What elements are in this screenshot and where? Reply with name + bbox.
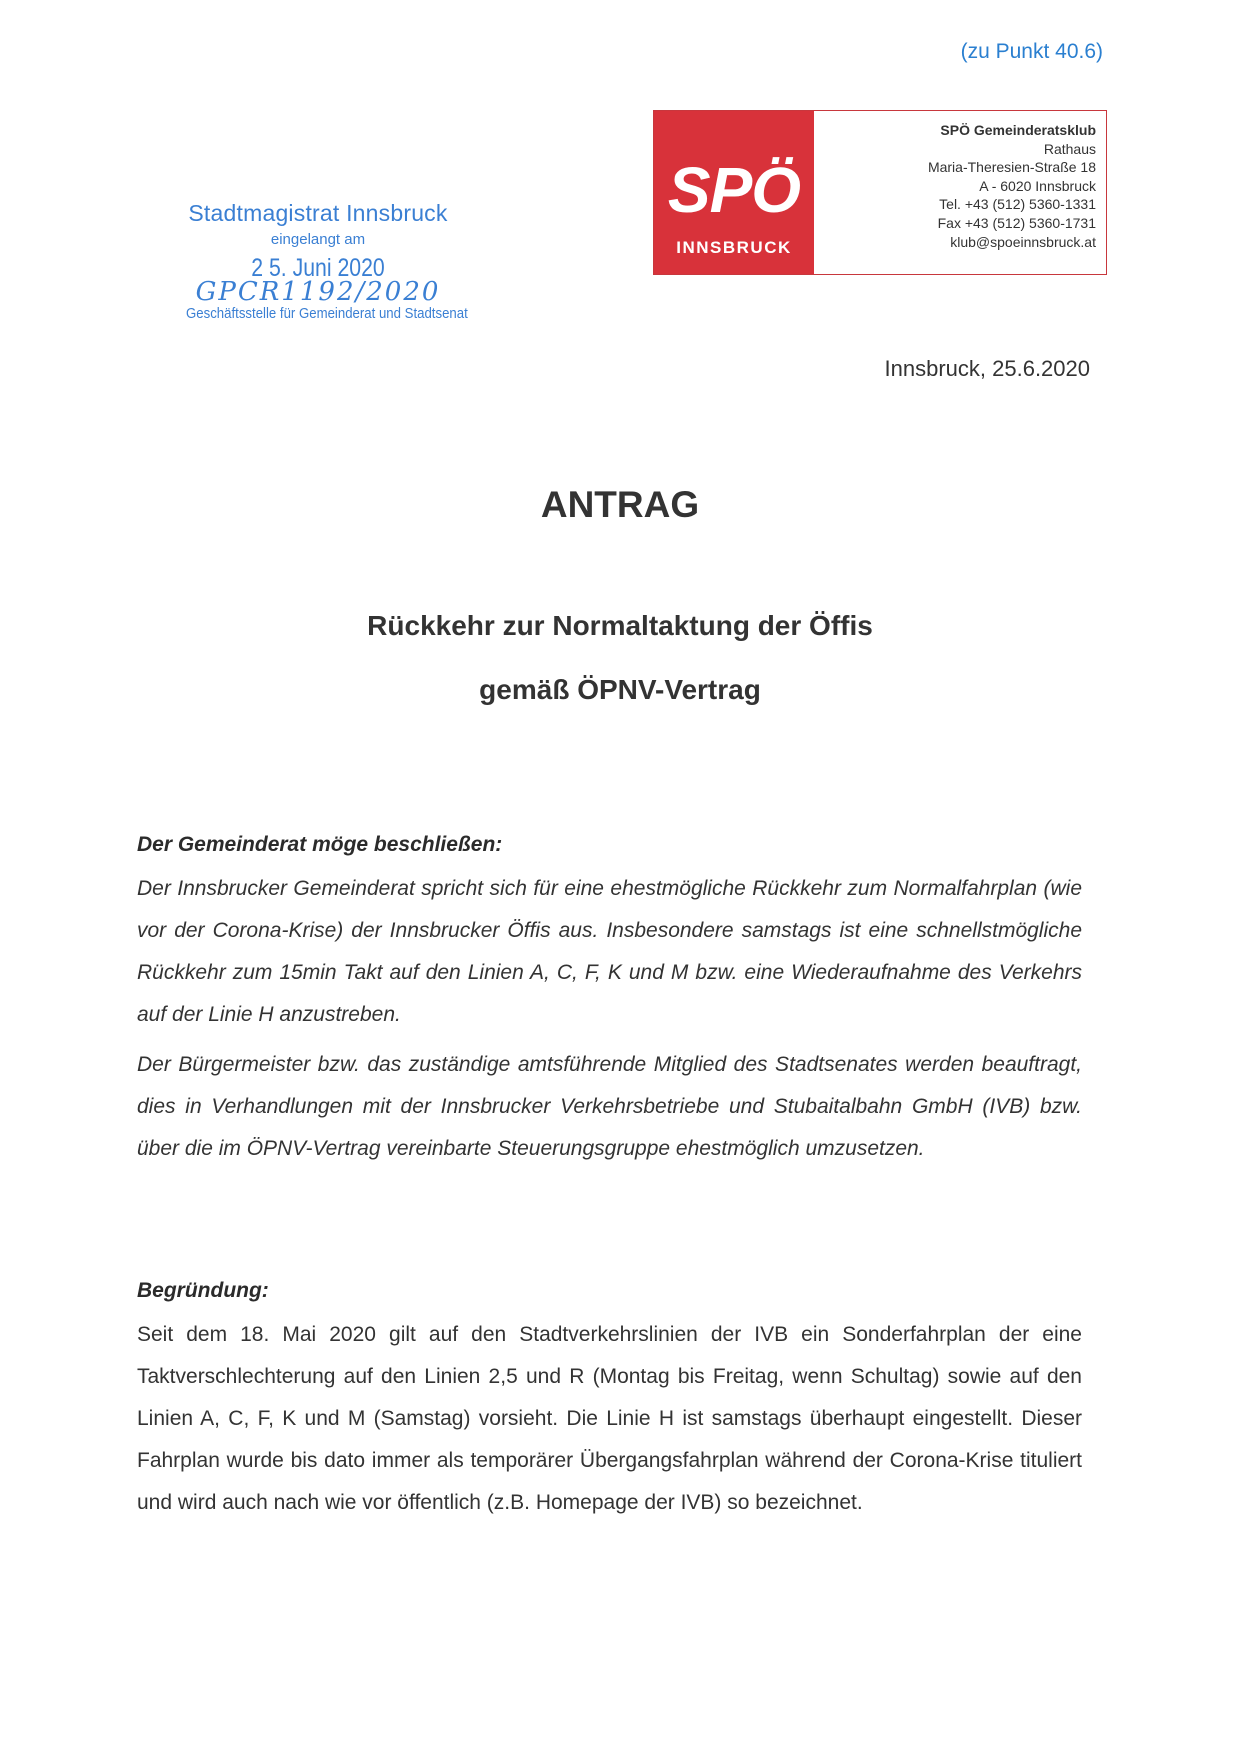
received-stamp [168, 200, 468, 322]
subtitle-line-1: Rückkehr zur Normaltaktung der Öffis [367, 610, 873, 641]
stamp-date: 2 5. Juni 2020 [251, 254, 385, 282]
street: Maria-Theresien-Straße 18 [927, 159, 1096, 176]
logo-city: INNSBRUCK [676, 238, 792, 257]
phone: Tel. +43 (512) 5360-1331 [939, 196, 1096, 213]
club-name: SPÖ Gemeinderatsklub [940, 122, 1096, 138]
justification-paragraph: Seit dem 18. Mai 2020 gilt auf den Stadtverkehrslinien der IVB ein Sonderfahrplan der eine Taktverschlechterung auf den Linien 2,5 und R (Montag bis Freitag, wenn Schultag) sowie auf den Linien A, C, F, K und M (Samstag) vorsieht. Die Linie H ist samstags überhaupt eingestellt. Dieser Fahrplan wurde bis dato immer als temporärer Übergangsfahrplan während der Corona-Krise tituliert und wird auch nach wie vor öffentlich (z.B. Homepage der IVB) so bezeichnet. [137, 1323, 1082, 1514]
document-title: ANTRAG [540, 484, 700, 525]
spoe-logo [654, 111, 814, 274]
stamp-received-label: eingelangt am [270, 231, 366, 248]
subtitle-line-2: gemäß ÖPNV-Vertrag [479, 674, 761, 705]
logo-word: SPÖ [667, 154, 801, 226]
date-line: Innsbruck, 25.6.2020 [884, 356, 1090, 381]
building: Rathaus [1043, 140, 1096, 157]
letterhead [653, 110, 1107, 275]
stamp-office: Stadtmagistrat Innsbruck [188, 200, 448, 226]
stamp-department: Geschäftsstelle für Gemeinderat und Stadtsenat [186, 305, 468, 322]
agenda-reference: (zu Punkt 40.6) [960, 40, 1103, 63]
motion-paragraph-2: Der Bürgermeister bzw. das zuständige amtsführende Mitglied des Stadtsenates werden beauftragt, dies in Verhandlungen mit der Innsbrucker Verkehrsbetriebe und Stubaitalbahn GmbH (IVB) bzw. über die im ÖPNV-Vertrag vereinbarte Steuerungsgruppe ehestmöglich umzusetzen. [137, 1053, 1082, 1160]
justification-heading: Begründung: [137, 1279, 269, 1302]
stamp-file-number: GPCR1192/2020 [195, 277, 441, 307]
postal: A - 6020 Innsbruck [979, 177, 1096, 194]
email: klub@spoeinnsbruck.at [950, 233, 1096, 250]
contact-block [814, 111, 1106, 274]
fax: Fax +43 (512) 5360-1731 [937, 214, 1096, 231]
motion-paragraph-1: Der Innsbrucker Gemeinderat spricht sich für eine ehestmögliche Rückkehr zum Normalfahrplan (wie vor der Corona-Krise) der Innsbrucker Öffis aus. Insbesondere samstags ist eine schnellstmögliche Rückkehr zum 15min Takt auf den Linien A, C, F, K und M bzw. eine Wiederaufnahme des Verkehrs auf der Linie H anzustreben. [137, 877, 1082, 1026]
motion-heading: Der Gemeinderat möge beschließen: [137, 833, 503, 856]
